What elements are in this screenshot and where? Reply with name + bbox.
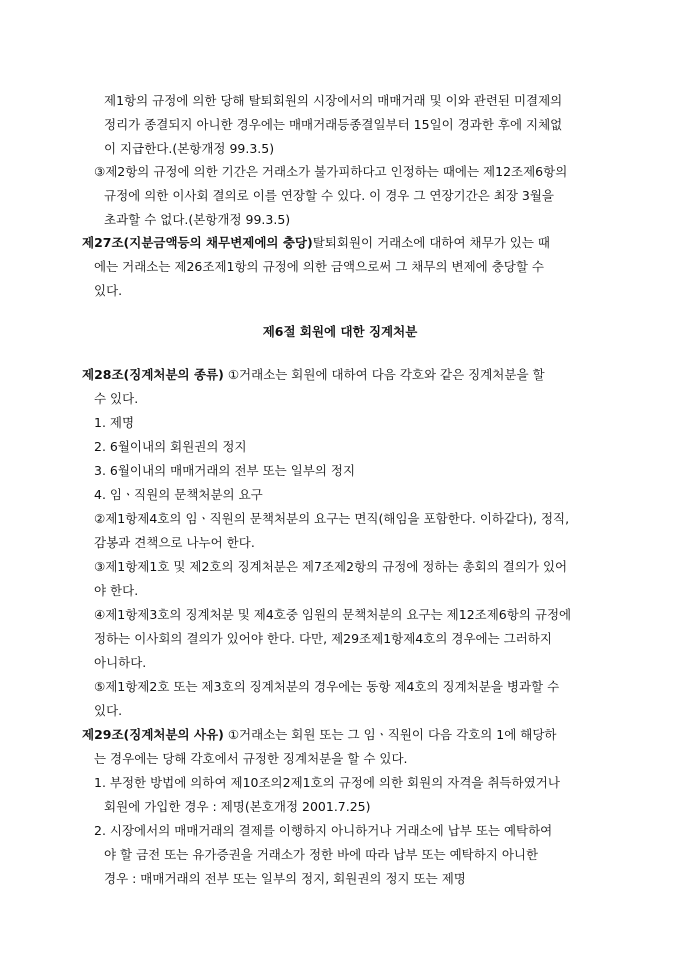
text-line: 아니하다. [94,655,147,670]
article-29-line [82,723,557,747]
section-heading: 제6절 회원에 대한 징계처분 [262,324,418,339]
text-line: ①거래소는 회원 또는 그 임ㆍ직원이 다음 각호의 1에 해당하 [223,727,557,742]
text-line: ③제1항제1호 및 제2호의 징계처분은 제7조제2항의 규정에 정하는 총회의 결의가 있어 [94,559,568,574]
list-item: 2. 6월이내의 회원권의 정지 [94,439,247,454]
article-28-line [82,363,545,387]
text-line: 초과할 수 없다.(본항개정 99.3.5) [104,212,291,227]
text-line: 경우 : 매매거래의 전부 또는 일부의 정지, 회원권의 정지 또는 제명 [104,871,466,886]
article-28-title: 제28조(징계처분의 종류) [82,367,224,382]
text-line: 규정에 의한 이사회 결의로 이를 연장할 수 있다. 이 경우 그 연장기간은 최장 3월을 [104,188,554,203]
article-27-line [82,231,550,255]
text-line: 수 있다. [94,391,139,406]
text-line: 야 할 금전 또는 유가증권을 거래소가 정한 바에 따라 납부 또는 예탁하지 아니한 [104,847,539,862]
text-line: 탈퇴회원이 거래소에 대하여 채무가 있는 때 [312,235,550,250]
text-line: 정하는 이사회의 결의가 있어야 한다. 다만, 제29조제1항제4호의 경우에는 그러하지 [94,631,552,646]
text-line: 있다. [94,283,123,298]
list-item: 3. 6월이내의 매매거래의 전부 또는 일부의 정지 [94,463,356,478]
list-item: 1. 제명 [94,415,135,430]
article-27-title: 제27조(지분금액등의 채무변제에의 충당) [82,235,313,250]
text-line: ⑤제1항제2호 또는 제3호의 징계처분의 경우에는 동항 제4호의 징계처분을 병과할 수 [94,679,560,694]
text-line: ①거래소는 회원에 대하여 다음 각호와 같은 징계처분을 할 [223,367,545,382]
article-29-title: 제29조(징계처분의 사유) [82,727,224,742]
text-line: 회원에 가입한 경우 : 제명(본호개정 2001.7.25) [104,799,371,814]
text-line: 제1항의 규정에 의한 당해 탈퇴회원의 시장에서의 매매거래 및 이와 관련된 미결제의 [104,93,563,108]
text-line: ④제1항제3호의 징계처분 및 제4호중 임원의 문책처분의 요구는 제12조제6항의 규정에 [94,607,572,622]
text-line: ③제2항의 규정에 의한 기간은 거래소가 불가피하다고 인정하는 때에는 제12조제6항의 [94,164,568,179]
list-item: 2. 시장에서의 매매거래의 결제를 이행하지 아니하거나 거래소에 납부 또는 예탁하여 [94,823,553,838]
list-item: 1. 부정한 방법에 의하여 제10조의2제1호의 규정에 의한 회원의 자격을 취득하였거나 [94,775,560,790]
list-item: 4. 임ㆍ직원의 문책처분의 요구 [94,487,263,502]
text-line: 이 지급한다.(본항개정 99.3.5) [104,141,275,156]
text-line: 는 경우에는 당해 각호에서 규정한 징계처분을 할 수 있다. [94,751,408,766]
text-line: ②제1항제4호의 임ㆍ직원의 문책처분의 요구는 면직(해임을 포함한다. 이하같다), 정직, [94,511,570,526]
text-line: 야 한다. [94,583,139,598]
text-line: 감봉과 견책으로 나누어 한다. [94,535,255,550]
text-line: 정리가 종결되지 아니한 경우에는 매매거래등종결일부터 15일이 경과한 후에 지체없 [104,117,563,132]
text-line: 있다. [94,703,123,718]
text-line: 에는 거래소는 제26조제1항의 규정에 의한 금액으로써 그 채무의 변제에 충당할 수 [94,259,544,274]
